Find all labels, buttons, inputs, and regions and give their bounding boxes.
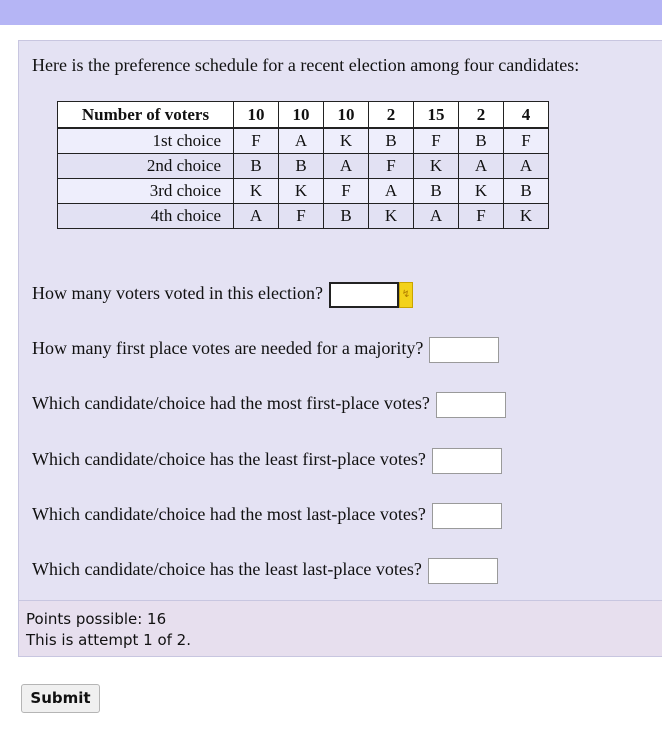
- question-majority: [32, 337, 499, 363]
- table-cell: A: [459, 154, 504, 179]
- voter-count: 4: [504, 102, 549, 129]
- table-cell: B: [234, 154, 279, 179]
- table-cell: F: [459, 204, 504, 229]
- question-most-first-place: [32, 392, 506, 418]
- preference-schedule-table: [57, 101, 549, 229]
- table-cell: K: [279, 179, 324, 204]
- table-cell: F: [414, 128, 459, 154]
- question-text: How many voters voted in this election?: [32, 283, 323, 304]
- question-panel: [18, 40, 662, 601]
- table-cell: F: [324, 179, 369, 204]
- table-cell: A: [279, 128, 324, 154]
- table-row: [58, 204, 549, 229]
- question-text: How many first place votes are needed for a majority?: [32, 338, 424, 359]
- top-banner: [0, 0, 662, 25]
- table-cell: K: [369, 204, 414, 229]
- table-cell: K: [324, 128, 369, 154]
- table-cell: B: [324, 204, 369, 229]
- table-cell: F: [504, 128, 549, 154]
- table-cell: F: [279, 204, 324, 229]
- table-cell: K: [414, 154, 459, 179]
- points-possible: Points possible: 16: [26, 610, 167, 628]
- most-first-place-input[interactable]: [436, 392, 506, 418]
- question-text: Which candidate/choice had the most last-place votes?: [32, 504, 426, 525]
- table-cell: B: [279, 154, 324, 179]
- table-cell: A: [414, 204, 459, 229]
- row-label: 3rd choice: [58, 179, 234, 204]
- table-cell: B: [414, 179, 459, 204]
- table-cell: K: [504, 204, 549, 229]
- table-header-row: [58, 102, 549, 129]
- table-cell: F: [369, 154, 414, 179]
- table-cell: B: [459, 128, 504, 154]
- preview-arrow-icon[interactable]: ↯: [399, 282, 413, 308]
- table-row: [58, 154, 549, 179]
- voter-count: 10: [324, 102, 369, 129]
- voters-header: Number of voters: [58, 102, 234, 129]
- row-label: 2nd choice: [58, 154, 234, 179]
- attempt-info: [18, 601, 662, 657]
- question-least-last-place: [32, 558, 498, 584]
- question-text: Which candidate/choice has the least last-place votes?: [32, 559, 422, 580]
- question-text: Which candidate/choice has the least first-place votes?: [32, 449, 426, 470]
- row-label: 1st choice: [58, 128, 234, 154]
- submit-button[interactable]: Submit: [21, 684, 100, 713]
- table-cell: K: [459, 179, 504, 204]
- table-cell: B: [504, 179, 549, 204]
- voter-count: 15: [414, 102, 459, 129]
- voter-count: 10: [234, 102, 279, 129]
- table-cell: A: [504, 154, 549, 179]
- table-cell: F: [234, 128, 279, 154]
- table-cell: A: [234, 204, 279, 229]
- question-intro: Here is the preference schedule for a recent election among four candidates:: [32, 55, 580, 75]
- majority-input[interactable]: [429, 337, 499, 363]
- question-total-voters: [32, 282, 413, 308]
- table-cell: B: [369, 128, 414, 154]
- question-most-last-place: [32, 503, 502, 529]
- least-last-place-input[interactable]: [428, 558, 498, 584]
- voter-count: 10: [279, 102, 324, 129]
- most-last-place-input[interactable]: [432, 503, 502, 529]
- table-cell: A: [369, 179, 414, 204]
- question-text: Which candidate/choice had the most first-place votes?: [32, 393, 430, 414]
- least-first-place-input[interactable]: [432, 448, 502, 474]
- total-voters-input[interactable]: [329, 282, 399, 308]
- table-row: [58, 128, 549, 154]
- row-label: 4th choice: [58, 204, 234, 229]
- voter-count: 2: [369, 102, 414, 129]
- table-row: [58, 179, 549, 204]
- question-least-first-place: [32, 448, 502, 474]
- voter-count: 2: [459, 102, 504, 129]
- table-cell: K: [234, 179, 279, 204]
- table-cell: A: [324, 154, 369, 179]
- attempt-count: This is attempt 1 of 2.: [26, 631, 191, 649]
